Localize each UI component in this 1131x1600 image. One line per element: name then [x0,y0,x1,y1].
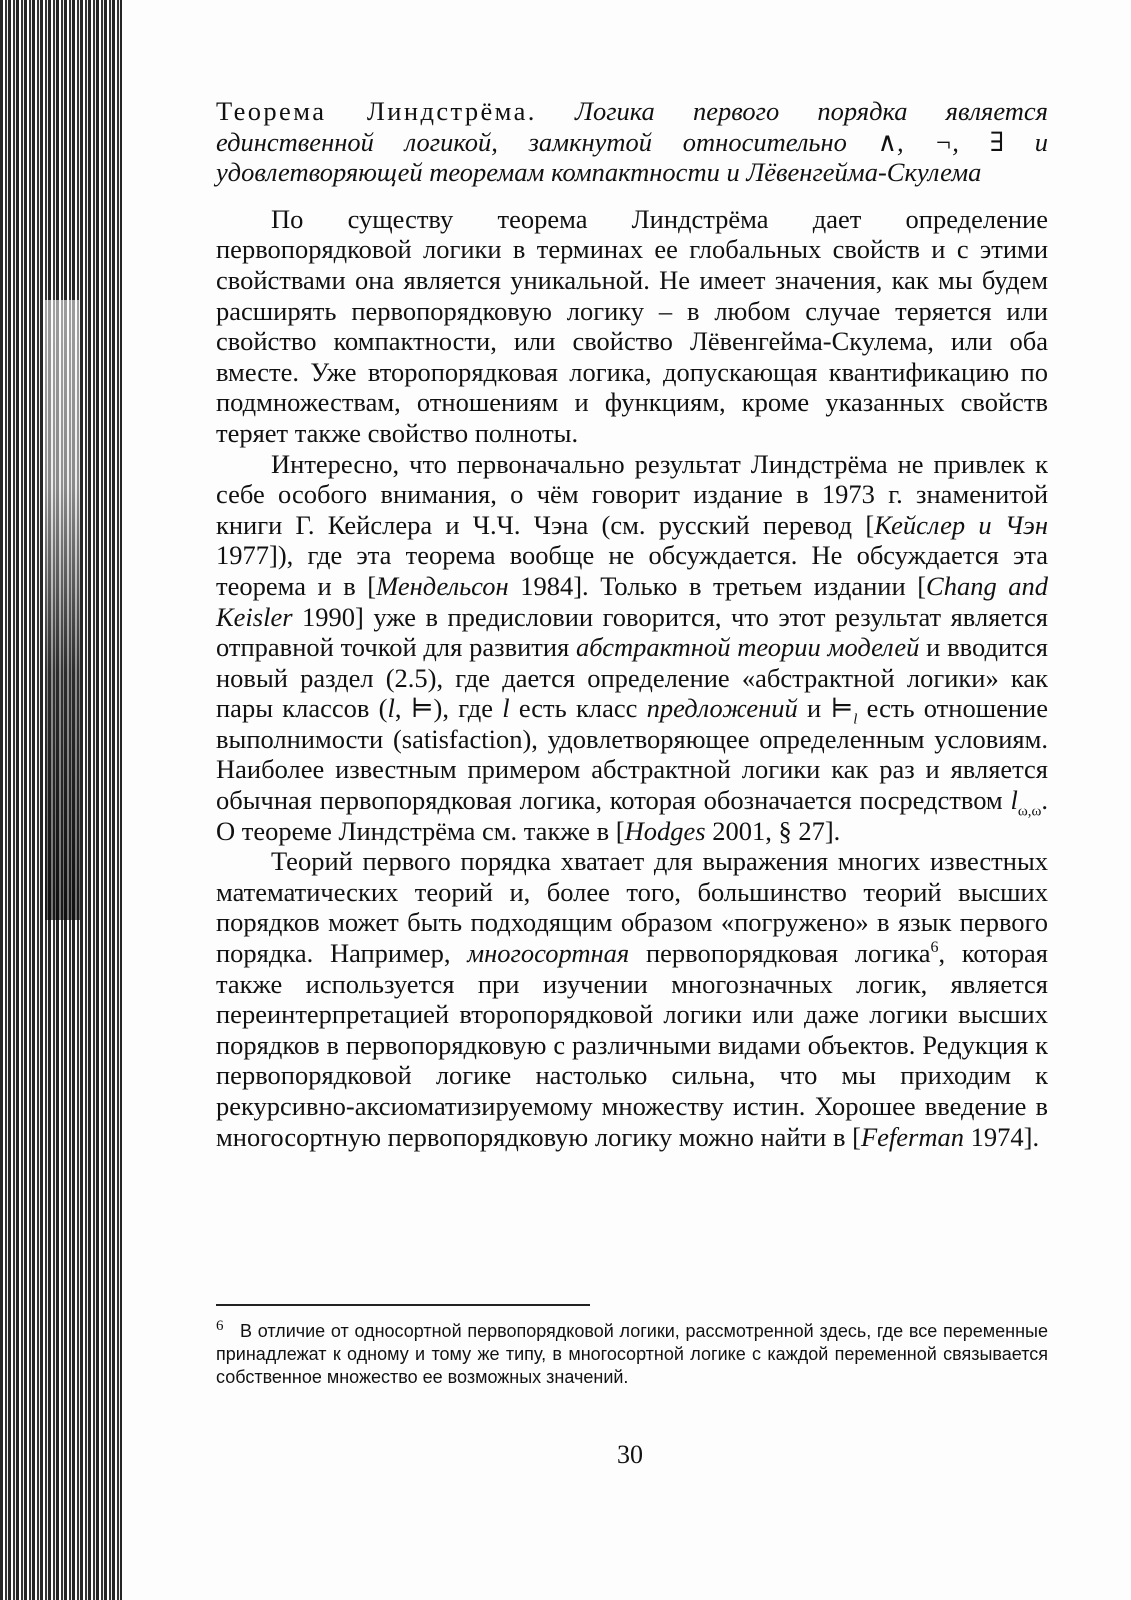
p2-text-9: есть отношение выполнимости (satisfaction), удовлетворяющее определенным условиям. Наиболее известным примером абстрактной логики как раз и является обычная первопорядковая логика, которая обозначается посредством [216,693,1048,816]
citation-feferman: Feferman [860,1121,964,1152]
emphasis-many-sorted: многосортная [467,938,630,969]
symbol-l: l [1010,785,1018,816]
p2-text-10: . О теореме Линдстрёма см. также в [ [216,785,1048,846]
citation-mendelson: Мендельсон [376,570,509,601]
footnote-separator [216,1304,590,1306]
footnote: 6 В отличие от односортной первопорядковой логики, рассмотренной здесь, где все переменные принадлежат к одному и тому же типу, в многосортной логике с каждой переменной связывается собственное множество ее возможных значений. [216,1318,1048,1387]
paragraph-2 [216,449,1048,847]
p2-text-7: есть класс [509,693,647,724]
p3-text-1: Теорий первого порядка хватает для выражения многих известных математических теорий и, более того, большинство теорий высших порядков может быть подходящим образом «погружено» в язык первого порядка. Например, [216,846,1048,969]
p3-text-4: 1974]. [964,1121,1040,1152]
main-text [216,96,1048,1152]
theorem-heading: Теорема Линдстрёма. [216,96,537,126]
subscript-omega: ω,ω [1017,803,1042,820]
symbol-l: l [387,693,395,724]
symbol-l: l [502,693,510,724]
emphasis-abstract-model-theory: абстрактной теории моделей [575,632,920,663]
p2-text-8: и ⊨ [797,693,854,724]
p3-text-3: , которая также используется при изучении многозначных логик, является переинтерпретацией второпорядковой логики или даже логики высших порядков в первопорядковую с различными видами объектов. Редукция к первопорядковой логике настолько сильна, что мы приходим к рекурсивно-аксиоматизируемому множеству истин. Хорошее введение в многосортную первопорядковую логику можно найти в [ [216,938,1048,1152]
footnote-reference: 6 [930,939,939,957]
p2-text-2: 1977]), где эта теорема вообще не обсуждается. Не обсуждается эта теорема и в [ [216,540,1048,601]
citation-hodges: Hodges [624,815,706,846]
paragraph-3 [216,846,1048,1152]
citation-chang-keisler: Chang and Keisler [216,570,1048,632]
p2-text-4: 1990] уже в предисловии говорится, что этот результат является отправной точкой для развития [216,601,1048,663]
p2-text-1: Интересно, что первоначально результат Линдстрёма не привлек к себе особого внимания, о чём говорит издание в 1973 г. знаменитой книги Г. Кейслера и Ч.Ч. Чэна (см. русский перевод [ [216,448,1048,540]
subscript-l: l [853,711,858,728]
emphasis-sentences: предложений [646,693,798,724]
binding-shadow [45,300,80,920]
theorem-statement [216,96,1048,188]
theorem-text: Логика первого порядка является единственной логикой, замкнутой относительно ∧, ¬, ∃ и удовлетворяющей теоремам компактности и Лёвенгейма-Скулема [216,96,1049,188]
p2-text-11: 2001, § 27]. [705,815,841,846]
p3-text-2: первопорядковая логика [629,938,931,969]
paragraph-1: По существу теорема Линдстрёма дает определение первопорядковой логики в терминах ее глобальных свойств и с этими свойствами она является уникальной. Не имеет значения, как мы будем расширять первопорядковую логику – в любом случае теряется или свойство компактности, или свойство Лёвенгейма-Скулема, или оба вместе. Уже второпорядковая логика, допускающая квантификацию по подмножествам, отношениям и функциям, кроме указанных свойств теряет также свойство полноты. [216,203,1048,448]
p2-text-6: , ⊨), где [394,693,503,724]
p2-text-3: 1984]. Только в третьем издании [ [508,570,927,601]
footnote-text: В отличие от односортной первопорядковой логики, рассмотренной здесь, где все переменные принадлежат к одному и тому же типу, в многосортной логике с каждой переменной связывается собственное множество ее возможных значений. [216,1321,1048,1387]
page-number: 30 [617,1440,643,1469]
citation-keisler-chen: Кейслер и Чэн [874,509,1048,540]
p2-text-5: и вводится новый раздел (2.5), где дается определение «абстрактной логики» как пары классов ( [216,632,1048,724]
